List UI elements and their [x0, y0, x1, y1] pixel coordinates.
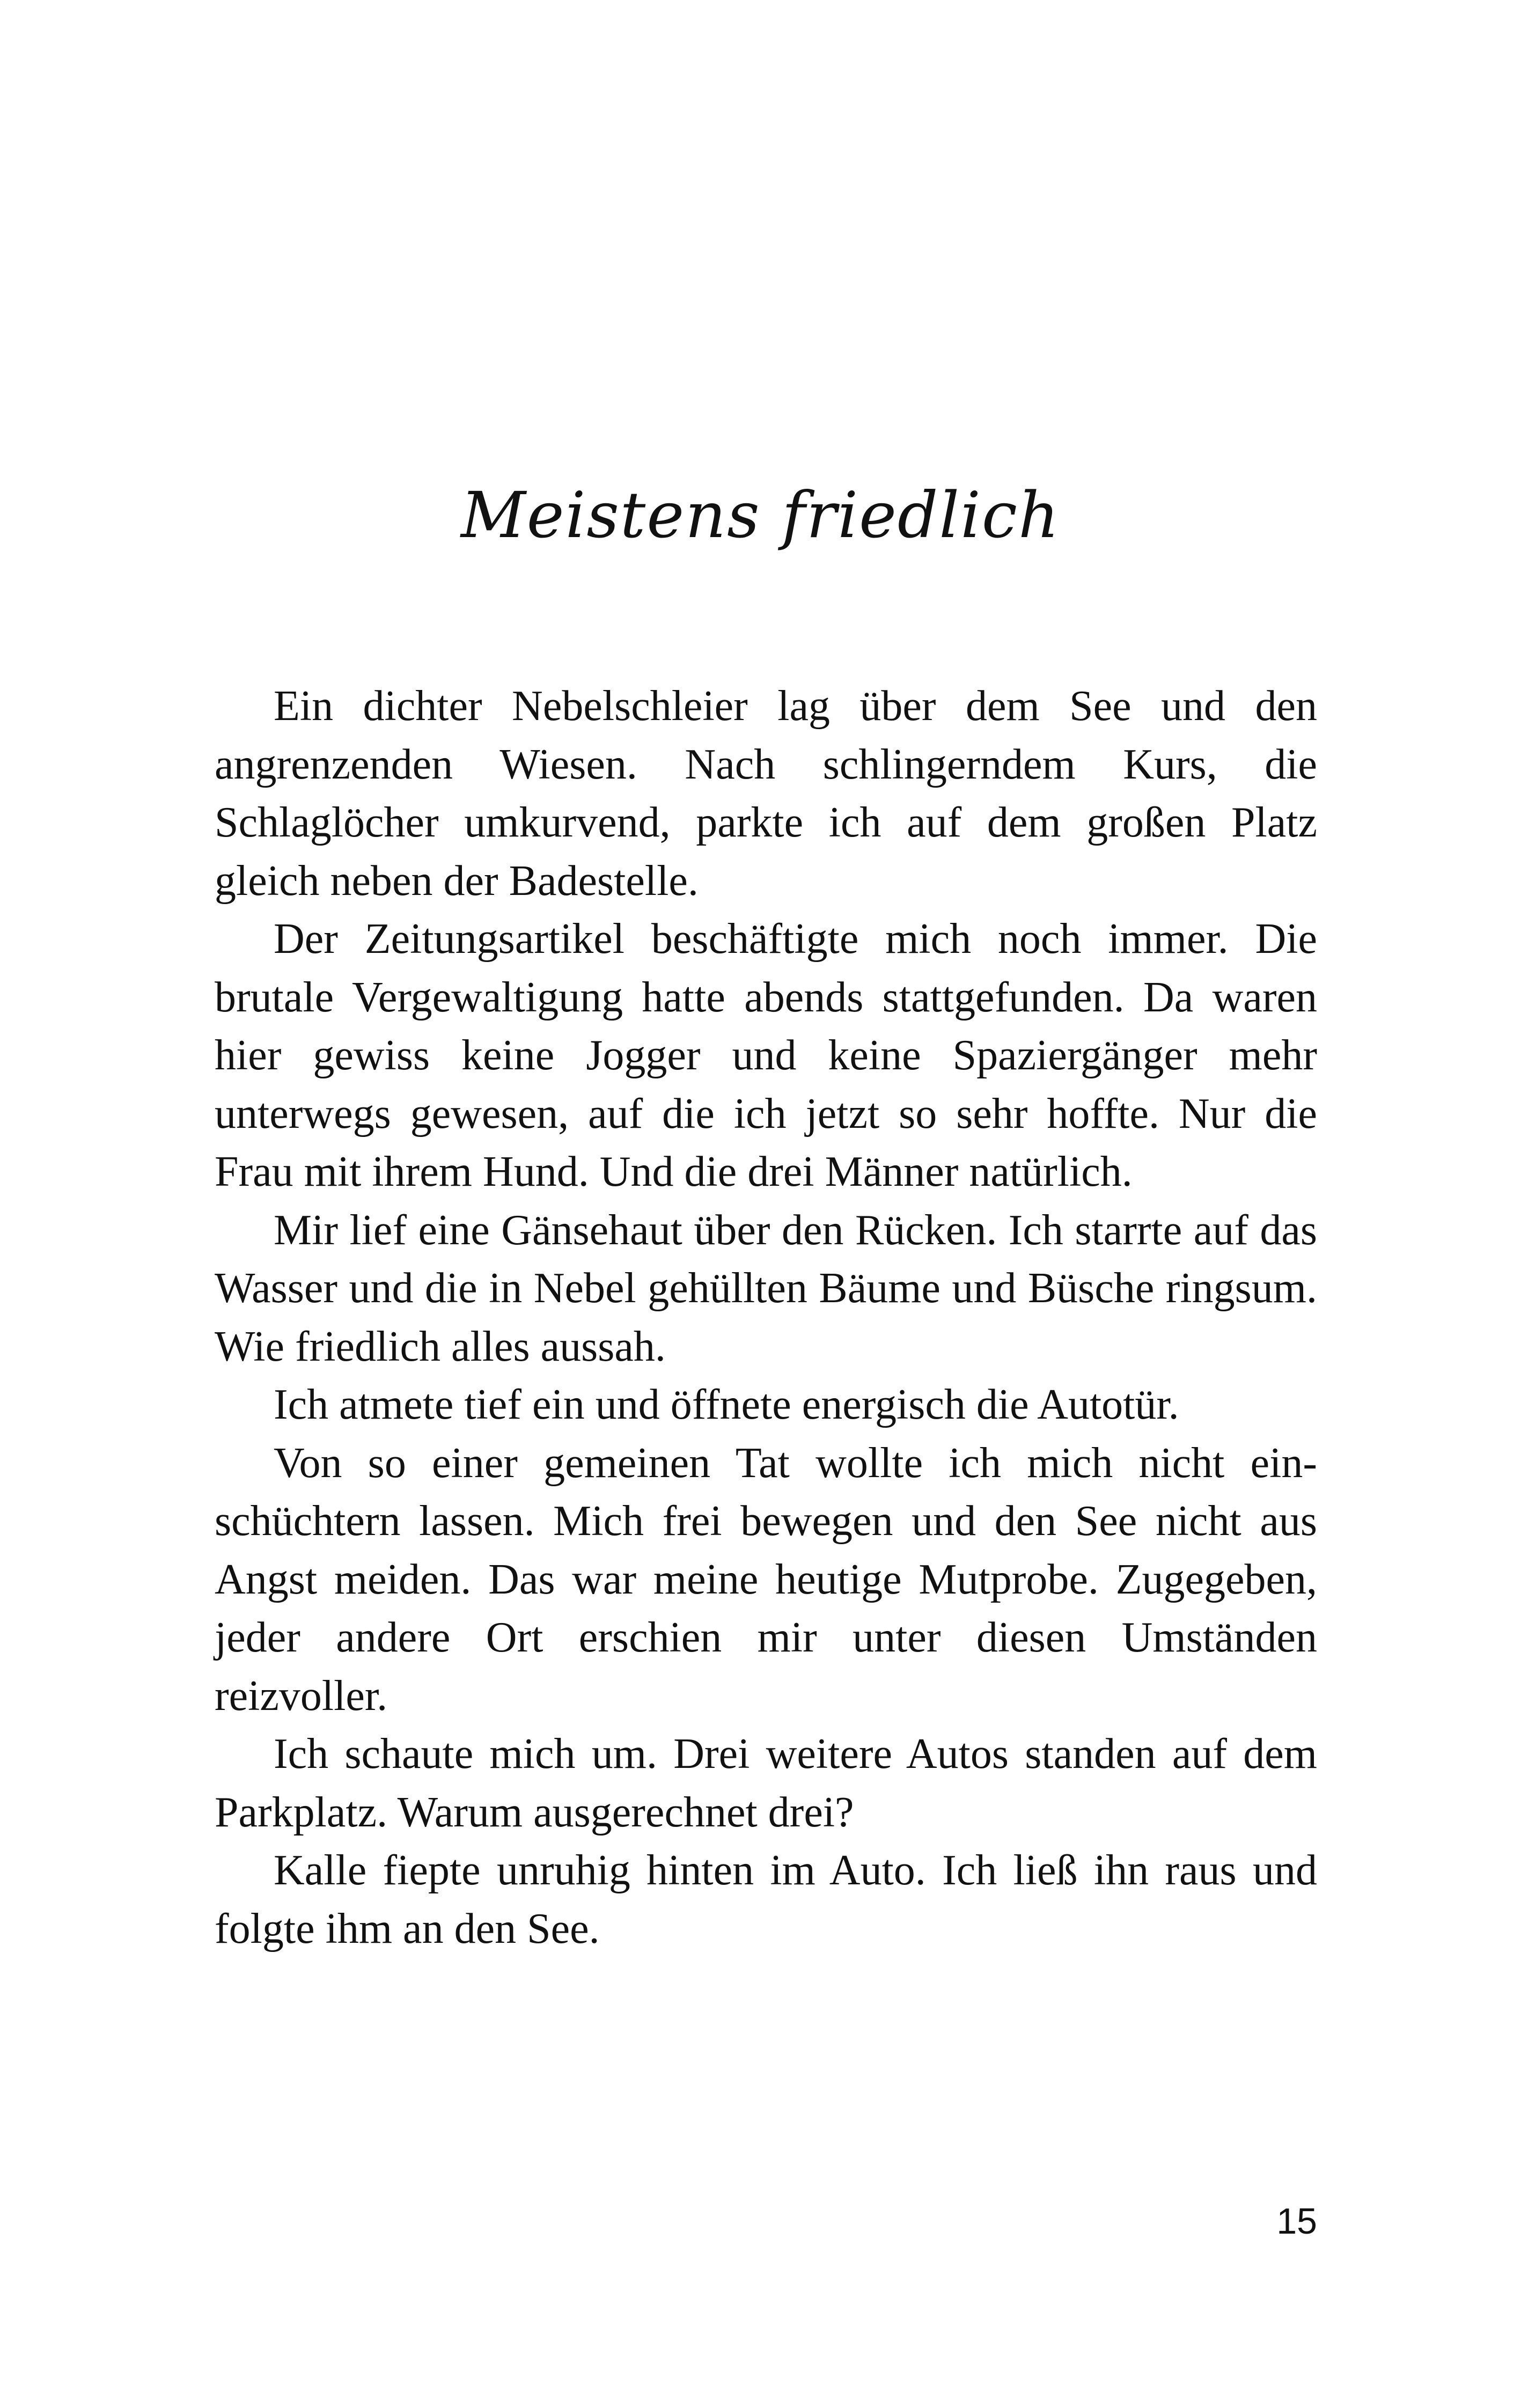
paragraph: Kalle fiepte unruhig hinten im Auto. Ich ließ ihn raus und folgte ihm an den See.	[215, 1847, 1317, 1952]
chapter-title: Meistens friedlich	[460, 478, 1060, 552]
page-number: 15	[1276, 2201, 1317, 2242]
paragraph: Von so einer gemeinen Tat wollte ich mich nicht einschüchtern lassen. Mich frei bewegen und den See nicht aus Angst meiden. Das war meine heutige Mutprobe. Zugegeben, jeder andere Ort erschien mir unter diesen Umständen reizvoller.	[215, 1439, 1317, 1720]
paragraph: Ich atmete tief ein und öffnete energisch die Autotür.	[274, 1381, 1179, 1428]
paragraph: Ich schaute mich um. Drei weitere Autos standen auf dem Parkplatz. Warum ausgerechnet drei?	[215, 1730, 1317, 1836]
paragraph: Ein dichter Nebelschleier lag über dem See und den angrenzenden Wiesen. Nach schlingerndem Kurs, die Schlaglöcher umkurvend, parkte ich auf dem großen Platz gleich neben der Badestelle.	[215, 682, 1317, 905]
body-text	[215, 677, 1317, 1958]
paragraph: Der Zeitungsartikel beschäftigte mich noch immer. Die brutale Vergewaltigung hatte abends stattgefunden. Da waren hier gewiss keine Jogger und keine Spaziergänger mehr unterwegs gewesen, auf die ich jetzt so sehr hoffte. Nur die Frau mit ihrem Hund. Und die drei Männer natürlich.	[215, 915, 1317, 1195]
paragraph: Mir lief eine Gänsehaut über den Rücken. Ich starrte auf das Wasser und die in Nebel gehüllten Bäume und Büsche ringsum. Wie friedlich alles aussah.	[215, 1206, 1317, 1370]
